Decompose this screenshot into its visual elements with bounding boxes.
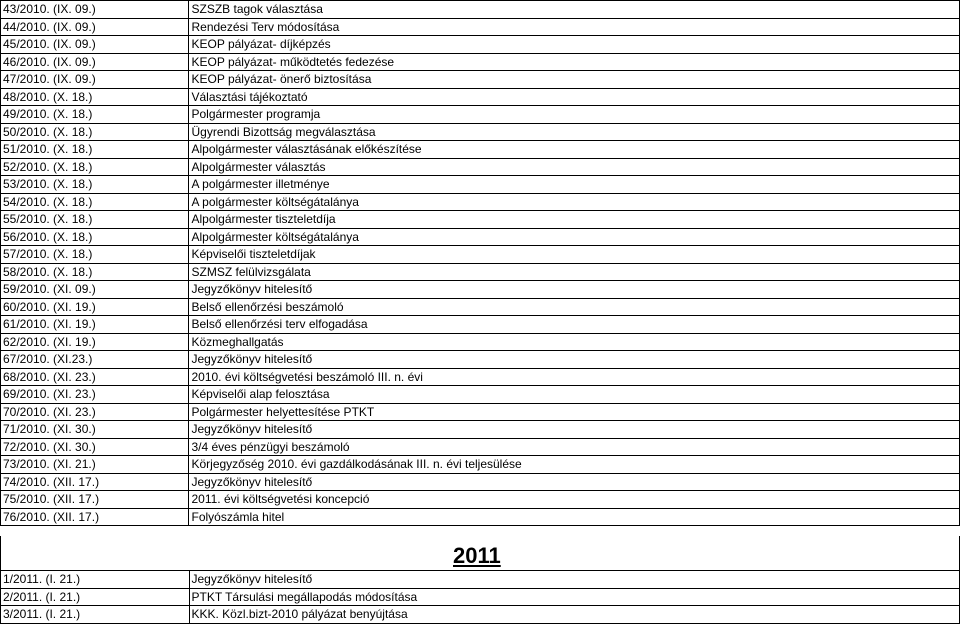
resolution-number: 43/2010. (IX. 09.) [1,1,189,19]
resolution-subject: KKK. Közl.bizt-2010 pályázat benyújtása [189,606,960,624]
table-row [1,571,960,589]
resolution-number: 2/2011. (I. 21.) [1,588,190,606]
resolution-subject: A polgármester illetménye [189,176,960,194]
table-row [1,176,960,194]
table-row [1,71,960,89]
resolution-subject: 2010. évi költségvetési beszámoló III. n. évi [189,368,960,386]
table-row [1,368,960,386]
resolution-number: 45/2010. (IX. 09.) [1,36,189,54]
resolution-number: 52/2010. (X. 18.) [1,158,189,176]
resolution-subject: PTKT Társulási megállapodás módosítása [189,588,960,606]
resolution-number: 73/2010. (XI. 21.) [1,456,189,474]
table-row [1,473,960,491]
resolution-number: 70/2010. (XI. 23.) [1,403,189,421]
resolution-number: 62/2010. (XI. 19.) [1,333,189,351]
resolution-number: 57/2010. (X. 18.) [1,246,189,264]
resolution-subject: Ügyrendi Bizottság megválasztása [189,123,960,141]
resolution-number: 61/2010. (XI. 19.) [1,316,189,334]
resolution-subject: Alpolgármester tiszteletdíja [189,211,960,229]
resolution-subject: Belső ellenőrzési beszámoló [189,298,960,316]
table-row [1,298,960,316]
table-row [1,158,960,176]
table-row [1,386,960,404]
table-row [1,588,960,606]
resolution-number: 46/2010. (IX. 09.) [1,53,189,71]
table-row [1,333,960,351]
resolution-subject: Jegyzőkönyv hitelesítő [189,571,960,589]
table-row [1,246,960,264]
resolution-subject: SZMSZ felülvizsgálata [189,263,960,281]
resolution-subject: Közmeghallgatás [189,333,960,351]
resolution-subject: Választási tájékoztató [189,88,960,106]
resolution-number: 51/2010. (X. 18.) [1,141,189,159]
table-row [1,491,960,509]
resolution-number: 56/2010. (X. 18.) [1,228,189,246]
resolution-number: 50/2010. (X. 18.) [1,123,189,141]
table-row [1,351,960,369]
table-row [1,403,960,421]
resolution-subject: 2011. évi költségvetési koncepció [189,491,960,509]
resolution-subject: Jegyzőkönyv hitelesítő [189,421,960,439]
resolution-number: 47/2010. (IX. 09.) [1,71,189,89]
resolution-number: 71/2010. (XI. 30.) [1,421,189,439]
resolution-number: 1/2011. (I. 21.) [1,571,190,589]
resolution-number: 60/2010. (XI. 19.) [1,298,189,316]
table-row [1,456,960,474]
resolution-subject: Jegyzőkönyv hitelesítő [189,281,960,299]
resolution-subject: Alpolgármester költségátalánya [189,228,960,246]
resolution-number: 72/2010. (XI. 30.) [1,438,189,456]
resolution-number: 44/2010. (IX. 09.) [1,18,189,36]
table-row [1,421,960,439]
table-row [1,18,960,36]
resolution-subject: Folyószámla hitel [189,508,960,526]
table-row [1,88,960,106]
year-heading: 2011 [453,543,501,568]
resolution-number: 68/2010. (XI. 23.) [1,368,189,386]
resolution-number: 69/2010. (XI. 23.) [1,386,189,404]
table-row [1,438,960,456]
resolution-subject: KEOP pályázat- díjképzés [189,36,960,54]
resolution-number: 49/2010. (X. 18.) [1,106,189,124]
resolutions-table-2010-body [1,1,960,526]
table-row [1,141,960,159]
table-row [1,316,960,334]
resolution-subject: Polgármester helyettesítése PTKT [189,403,960,421]
table-row [1,36,960,54]
resolution-number: 3/2011. (I. 21.) [1,606,190,624]
resolution-number: 48/2010. (X. 18.) [1,88,189,106]
resolution-subject: Alpolgármester választás [189,158,960,176]
resolution-number: 67/2010. (XI.23.) [1,351,189,369]
table-row [1,123,960,141]
table-row [1,606,960,624]
resolution-subject: KEOP pályázat- önerő biztosítása [189,71,960,89]
resolutions-table-2011 [0,570,960,624]
resolution-number: 75/2010. (XII. 17.) [1,491,189,509]
resolution-subject: Képviselői tiszteletdíjak [189,246,960,264]
resolution-subject: Belső ellenőrzési terv elfogadása [189,316,960,334]
resolution-number: 74/2010. (XII. 17.) [1,473,189,491]
resolution-subject: Polgármester programja [189,106,960,124]
table-row [1,281,960,299]
resolution-number: 58/2010. (X. 18.) [1,263,189,281]
resolution-subject: Jegyzőkönyv hitelesítő [189,351,960,369]
resolution-subject: Rendezési Terv módosítása [189,18,960,36]
year-section-header [0,536,960,570]
resolution-subject: Képviselői alap felosztása [189,386,960,404]
table-row [1,53,960,71]
table-row [1,106,960,124]
table-row [1,1,960,19]
resolution-subject: A polgármester költségátalánya [189,193,960,211]
resolution-subject: KEOP pályázat- működtetés fedezése [189,53,960,71]
resolution-subject: SZSZB tagok választása [189,1,960,19]
resolution-subject: Jegyzőkönyv hitelesítő [189,473,960,491]
resolution-subject: 3/4 éves pénzügyi beszámoló [189,438,960,456]
resolution-subject: Alpolgármester választásának előkészítése [189,141,960,159]
table-row [1,193,960,211]
resolutions-table-2011-body [1,571,960,624]
resolution-subject: Körjegyzőség 2010. évi gazdálkodásának III. n. évi teljesülése [189,456,960,474]
resolution-number: 54/2010. (X. 18.) [1,193,189,211]
table-row [1,228,960,246]
resolution-number: 59/2010. (XI. 09.) [1,281,189,299]
resolution-number: 55/2010. (X. 18.) [1,211,189,229]
table-row [1,263,960,281]
resolution-number: 76/2010. (XII. 17.) [1,508,189,526]
resolution-number: 53/2010. (X. 18.) [1,176,189,194]
table-row [1,508,960,526]
table-row [1,211,960,229]
